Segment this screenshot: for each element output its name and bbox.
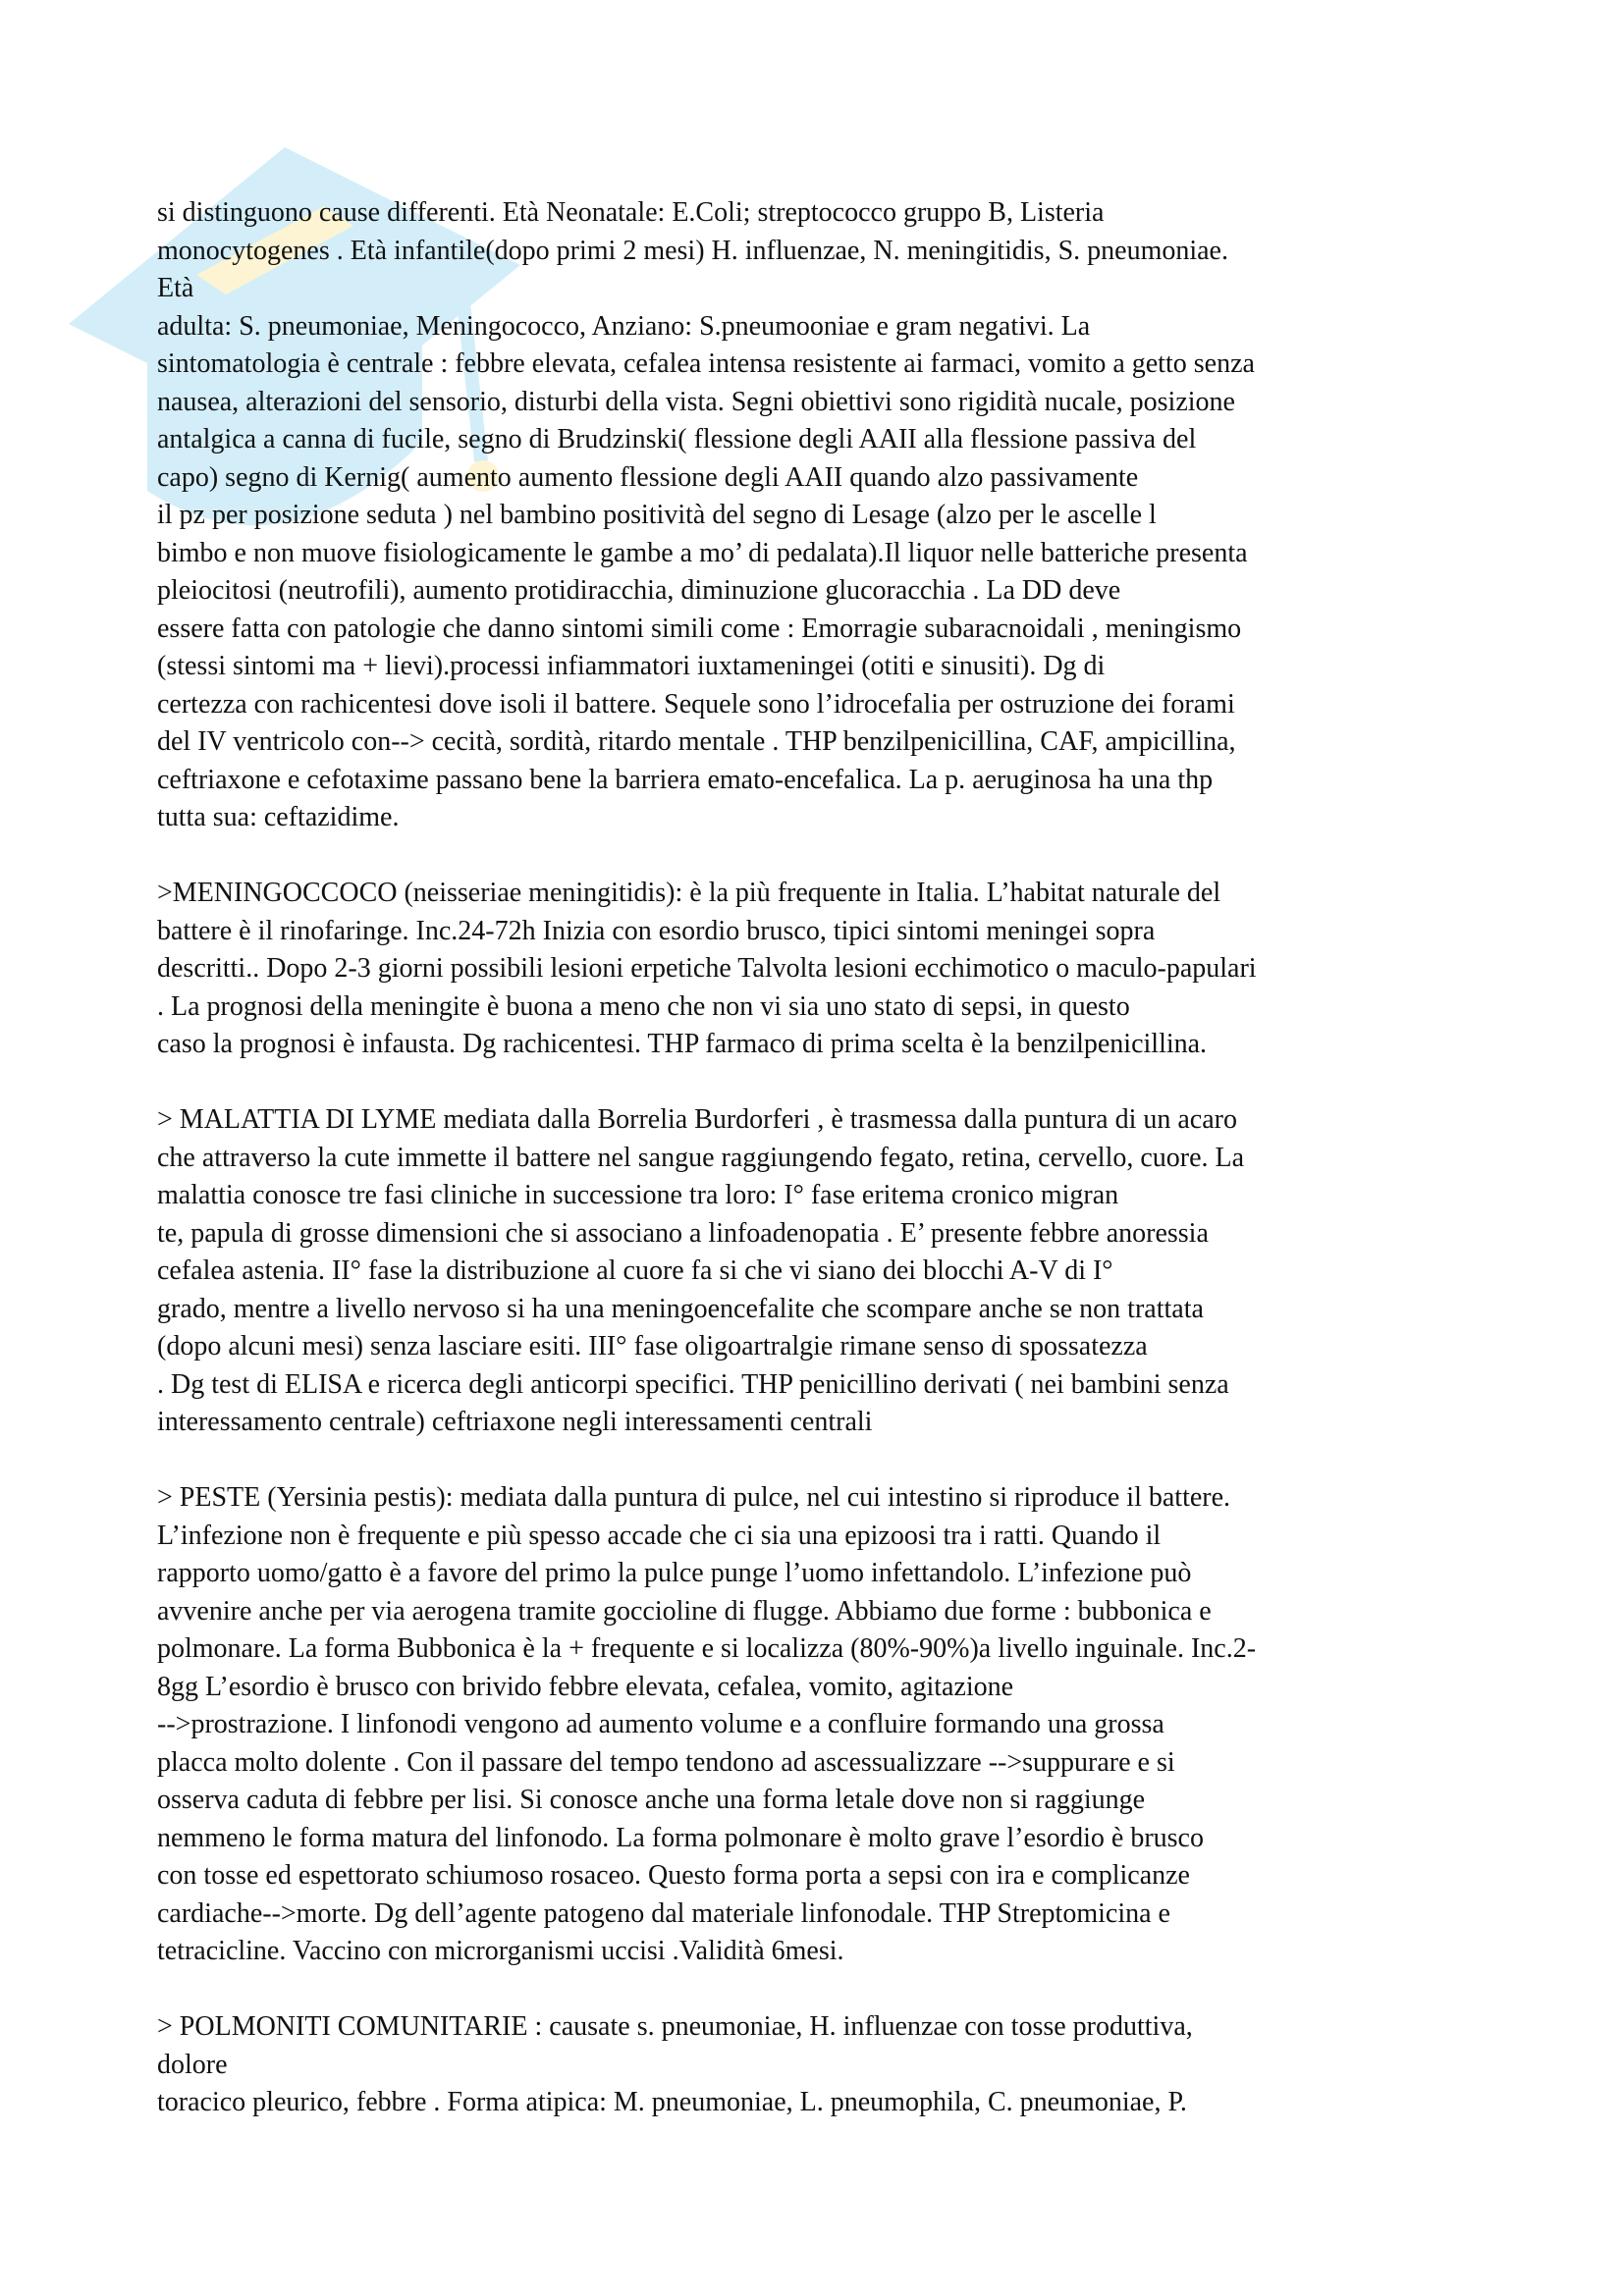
text-line: monocytogenes . Età infantile(dopo primi 2 mesi) H. influenzae, N. meningitidis, S. pneumoniae.	[157, 235, 1228, 266]
text-line: adulta: S. pneumoniae, Meningococco, Anziano: S.pneumooniae e gram negativi. La	[157, 310, 1091, 342]
text-line: antalgica a canna di fucile, segno di Brudzinski( flessione degli AAII alla flessione passiva del	[157, 424, 1197, 454]
text-line: dolore	[157, 2049, 228, 2080]
paragraph	[157, 2008, 1532, 2122]
text-line: tutta sua: ceftazidime.	[157, 802, 400, 832]
text-line: > PESTE (Yersinia pestis): mediata dalla puntura di pulce, nel cui intestino si riproduce il battere.	[157, 1482, 1231, 1513]
text-line: tetracicline. Vaccino con microrganismi uccisi .Validità 6mesi.	[157, 1936, 844, 1966]
text-line: > MALATTIA DI LYME mediata dalla Borrelia Burdorferi , è trasmessa dalla puntura di un acaro	[157, 1104, 1237, 1135]
text-line: descritti.. Dopo 2-3 giorni possibili lesioni erpetiche Talvolta lesioni ecchimotico o maculo-papulari	[157, 953, 1257, 984]
text-line: interessamento centrale) ceftriaxone negli interessamenti centrali	[157, 1407, 873, 1437]
text-line: battere è il rinofaringe. Inc.24-72h Inizia con esordio brusco, tipici sintomi meningei sopra	[157, 915, 1156, 946]
text-line: con tosse ed espettorato schiumoso rosaceo. Questo forma porta a sepsi con ira e complicanze	[157, 1860, 1190, 1891]
paragraph	[157, 1479, 1532, 1971]
text-line: osserva caduta di febbre per lisi. Si conosce anche una forma letale dove non si raggiunge	[157, 1785, 1146, 1815]
text-line: che attraverso la cute immette il battere nel sangue raggiungendo fegato, retina, cervello, cuore. La	[157, 1142, 1245, 1173]
paragraph	[157, 194, 1532, 837]
text-line: avvenire anche per via aerogena tramite goccioline di flugge. Abbiamo due forme : bubbonica e	[157, 1595, 1212, 1627]
text-line: . La prognosi della meningite è buona a meno che non vi sia uno stato di sepsi, in questo	[157, 990, 1130, 1022]
text-line: cardiache-->morte. Dg dell’agente patogeno dal materiale linfonodale. THP Streptomicina e	[157, 1897, 1170, 1929]
text-line: il pz per posizione seduta ) nel bambino positività del segno di Lesage (alzo per le ascelle l	[157, 500, 1157, 530]
text-line: del IV ventricolo con--> cecità, sordità, ritardo mentale . THP benzilpenicillina, CAF, ampicillina,	[157, 726, 1236, 757]
text-line: nemmeno le forma matura del linfonodo. La forma polmonare è molto grave l’esordio è brusco	[157, 1822, 1204, 1853]
text-line: si distinguono cause differenti. Età Neonatale: E.Coli; streptococco gruppo B, Listeria	[157, 197, 1105, 228]
text-line: sintomatologia è centrale : febbre elevata, cefalea intensa resistente ai farmaci, vomito a getto senza	[157, 348, 1255, 379]
text-line: Età	[157, 273, 194, 303]
text-line: essere fatta con patologie che danno sintomi simili come : Emorragie subaracnoidali , meningismo	[157, 613, 1242, 644]
text-line: polmonare. La forma Bubbonica è la + frequente e si localizza (80%-90%)a livello inguinale. Inc.2-	[157, 1633, 1257, 1664]
text-line: L’infezione non è frequente e più spesso accade che ci sia una epizoosi tra i ratti. Quando il	[157, 1520, 1162, 1551]
text-line: pleiocitosi (neutrofili), aumento protidiracchia, diminuzione glucoracchia . La DD deve	[157, 575, 1121, 606]
text-line: certezza con rachicentesi dove isoli il battere. Sequele sono l’idrocefalia per ostruzione dei forami	[157, 688, 1235, 720]
text-line: (dopo alcuni mesi) senza lasciare esiti. III° fase oligoartralgie rimane senso di spossatezza	[157, 1331, 1148, 1362]
paragraph	[157, 875, 1532, 1064]
text-line: 8gg L’esordio è brusco con brivido febbre elevata, cefalea, vomito, agitazione	[157, 1671, 1014, 1702]
text-line: ceftriaxone e cefotaxime passano bene la barriera emato-encefalica. La p. aeruginosa ha una thp	[157, 764, 1214, 795]
text-line: (stessi sintomi ma + lievi).processi infiammatori iuxtameningei (otiti e sinusiti). Dg di	[157, 651, 1106, 681]
text-line: rapporto uomo/gatto è a favore del primo la pulce punge l’uomo infettandolo. L’infezione può	[157, 1558, 1192, 1588]
paragraph	[157, 1101, 1532, 1442]
text-line: nausea, alterazioni del sensorio, disturbi della vista. Segni obiettivi sono rigidità nucale, posizione	[157, 386, 1235, 417]
text-line: cefalea astenia. II° fase la distribuzione al cuore fa si che vi siano dei blocchi A-V di I°	[157, 1255, 1113, 1286]
text-line: > POLMONITI COMUNITARIE : causate s. pneumoniae, H. influenzae con tosse produttiva,	[157, 2011, 1193, 2042]
text-line: caso la prognosi è infausta. Dg rachicentesi. THP farmaco di prima scelta è la benzilpenicillina.	[157, 1029, 1208, 1059]
text-line: toracico pleurico, febbre . Forma atipica: M. pneumoniae, L. pneumophila, C. pneumoniae, P.	[157, 2087, 1187, 2117]
text-line: capo) segno di Kernig( aumento aumento flessione degli AAII quando alzo passivamente	[157, 461, 1139, 493]
text-line: te, papula di grosse dimensioni che si associano a linfoadenopatia . E’ presente febbre anoressia	[157, 1217, 1209, 1249]
text-line: malattia conosce tre fasi cliniche in successione tra loro: I° fase eritema cronico migran	[157, 1180, 1119, 1210]
document-body	[157, 194, 1532, 2160]
text-line: -->prostrazione. I linfonodi vengono ad aumento volume e a confluire formando una grossa	[157, 1709, 1164, 1739]
text-line: bimbo e non muove fisiologicamente le gambe a mo’ di pedalata).Il liquor nelle batteriche presenta	[157, 537, 1248, 568]
text-line: >MENINGOCCOCO (neisseriae meningitidis): è la più frequente in Italia. L’habitat naturale del	[157, 878, 1221, 908]
text-line: placca molto dolente . Con il passare del tempo tendono ad ascessualizzare -->suppurare e si	[157, 1746, 1175, 1778]
text-line: . Dg test di ELISA e ricerca degli anticorpi specifici. THP penicillino derivati ( nei bambini senza	[157, 1368, 1229, 1400]
text-line: grado, mentre a livello nervoso si ha una meningoencefalite che scompare anche se non trattata	[157, 1293, 1204, 1324]
